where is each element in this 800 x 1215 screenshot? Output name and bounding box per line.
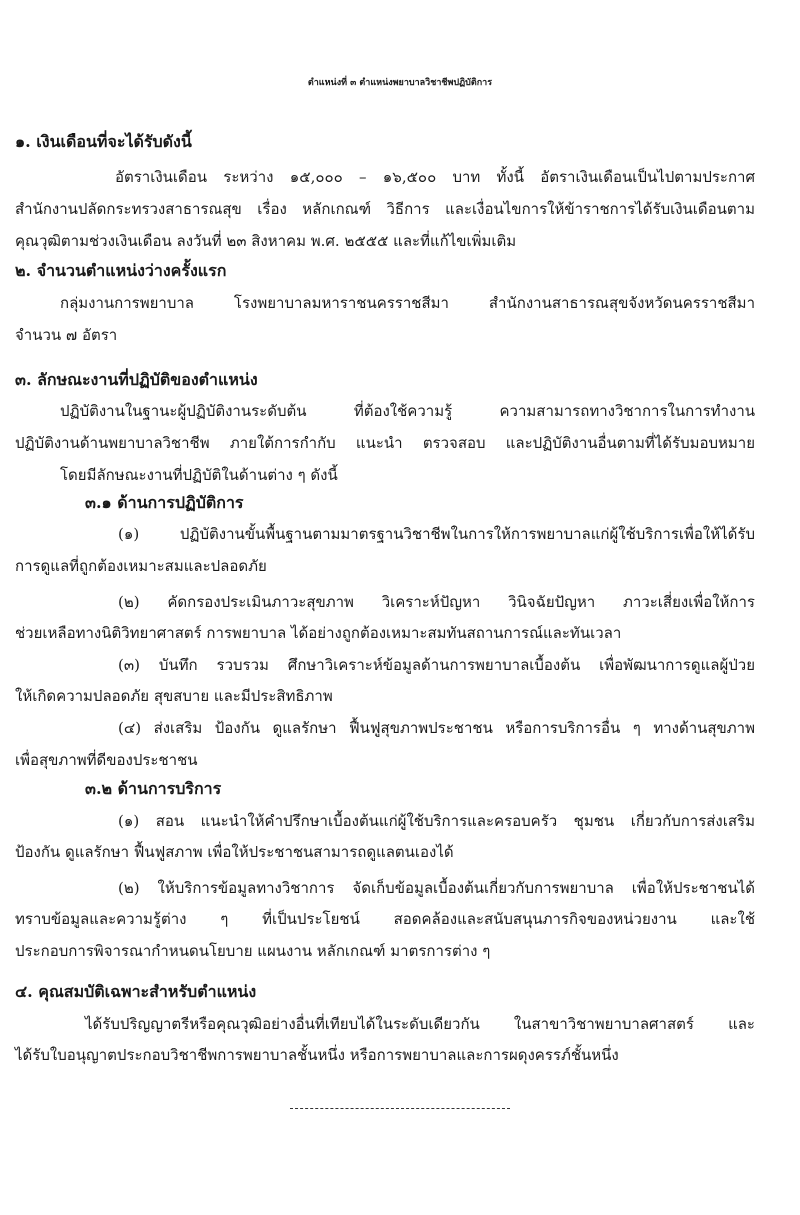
section-3-1-heading: ๓.๑ ด้านการปฏิบัติการ [85,493,244,512]
section-1-heading: ๑. เงินเดือนที่จะได้รับดังนี้ [15,132,192,151]
section-1-line: สำนักงานปลัดกระทรวงสาธารณสุข เรื่อง หลักเกณฑ์ วิธีการ และเงื่อนไขการให้ข้าราชการได้รับเงินเดือนตาม [15,200,755,218]
section-3-2-line: ทราบข้อมูลและความรู้ต่าง ๆ ที่เป็นประโยชน์ สอดคล้องและสนับสนุนภารกิจของหน่วยงาน และใช้ [15,910,755,928]
section-3-line: โดยมีลักษณะงานที่ปฏิบัติในด้านต่าง ๆ ดังนี้ [60,466,338,484]
section-2-line: กลุ่มงานการพยาบาล โรงพยาบาลมหาราชนครราชสีมา สำนักงานสาธารณสุขจังหวัดนครราชสีมา [60,294,755,312]
section-3-1-line: (๒) คัดกรองประเมินภาวะสุขภาพ วิเคราะห์ปัญหา วินิจฉัยปัญหา ภาวะเสี่ยงเพื่อให้การ [118,593,755,611]
section-1-line: อัตราเงินเดือน ระหว่าง ๑๕,๐๐๐ – ๑๖,๕๐๐ บาท ทั้งนี้ อัตราเงินเดือนเป็นไปตามประกาศ [115,168,755,186]
section-2-heading: ๒. จำนวนตำแหน่งว่างครั้งแรก [15,261,227,280]
section-3-1-line: (๓) บันทึก รวบรวม ศึกษาวิเคราะห์ข้อมูลด้านการพยาบาลเบื้องต้น เพื่อพัฒนาการดูแลผู้ป่วย [118,656,755,674]
section-3-1-line: เพื่อสุขภาพที่ดีของประชาชน [15,751,198,769]
section-4-line: ได้รับใบอนุญาตประกอบวิชาชีพการพยาบาลชั้นหนึ่ง หรือการพยาบาลและการผดุงครรภ์ชั้นหนึ่ง [15,1046,619,1064]
section-3-2-line: ประกอบการพิจารณากำหนดนโยบาย แผนงาน หลักเกณฑ์ มาตรการต่าง ๆ [15,942,491,960]
section-1-line: คุณวุฒิตามช่วงเงินเดือน ลงวันที่ ๒๓ สิงหาคม พ.ศ. ๒๕๕๕ และที่แก้ไขเพิ่มเติม [15,232,517,250]
section-4-heading: ๔. คุณสมบัติเฉพาะสำหรับตำแหน่ง [15,982,257,1001]
section-3-line: ปฏิบัติงานในฐานะผู้ปฏิบัติงานระดับต้น ที่ต้องใช้ความรู้ ความสามารถทางวิชาการในการทำงาน [60,402,755,420]
section-3-2-heading: ๓.๒ ด้านการบริการ [85,779,222,798]
section-3-line: ปฏิบัติงานด้านพยาบาลวิชาชีพ ภายใต้การกำกับ แนะนำ ตรวจสอบ และปฏิบัติงานอื่นตามที่ได้รับมอบหมาย [15,434,755,452]
section-3-2-line: (๒) ให้บริการข้อมูลทางวิชาการ จัดเก็บข้อมูลเบื้องต้นเกี่ยวกับการพยาบาล เพื่อให้ประชาชนได้ [118,879,755,897]
section-3-1-line: การดูแลที่ถูกต้องเหมาะสมและปลอดภัย [15,557,267,575]
section-4-line: ได้รับปริญญาตรีหรือคุณวุฒิอย่างอื่นที่เทียบได้ในระดับเดียวกัน ในสาขาวิชาพยาบาลศาสตร์ และ [85,1015,755,1033]
section-3-heading: ๓. ลักษณะงานที่ปฏิบัติของตำแหน่ง [15,370,258,389]
section-3-1-line: (๔) ส่งเสริม ป้องกัน ดูแลรักษา ฟื้นฟูสุขภาพประชาชน หรือการบริการอื่น ๆ ทางด้านสุขภาพ [118,719,755,737]
section-3-2-line: ป้องกัน ดูแลรักษา ฟื้นฟูสภาพ เพื่อให้ประชาชนสามารถดูแลตนเองได้ [15,843,454,861]
section-3-2-line: (๑) สอน แนะนำให้คำปรึกษาเบื้องต้นแก่ผู้ใช้บริการและครอบครัว ชุมชน เกี่ยวกับการส่งเสริม [118,812,755,830]
section-3-1-line: ช่วยเหลือทางนิติวิทยาศาสตร์ การพยาบาล ได้อย่างถูกต้องเหมาะสมทันสถานการณ์และทันเวลา [15,624,622,642]
section-2-line: จำนวน ๗ อัตรา [15,326,118,344]
page-title: ตำแหน่งที่ ๓ ตำแหน่งพยาบาลวิชาชีพปฏิบัติการ [307,78,493,88]
section-3-1-line: ให้เกิดความปลอดภัย สุขสบาย และมีประสิทธิภาพ [15,687,333,705]
end-divider [290,1108,510,1109]
section-3-1-line: (๑) ปฏิบัติงานขั้นพื้นฐานตามมาตรฐานวิชาชีพในการให้การพยาบาลแก่ผู้ใช้บริการเพื่อให้ได้รับ [118,525,755,543]
